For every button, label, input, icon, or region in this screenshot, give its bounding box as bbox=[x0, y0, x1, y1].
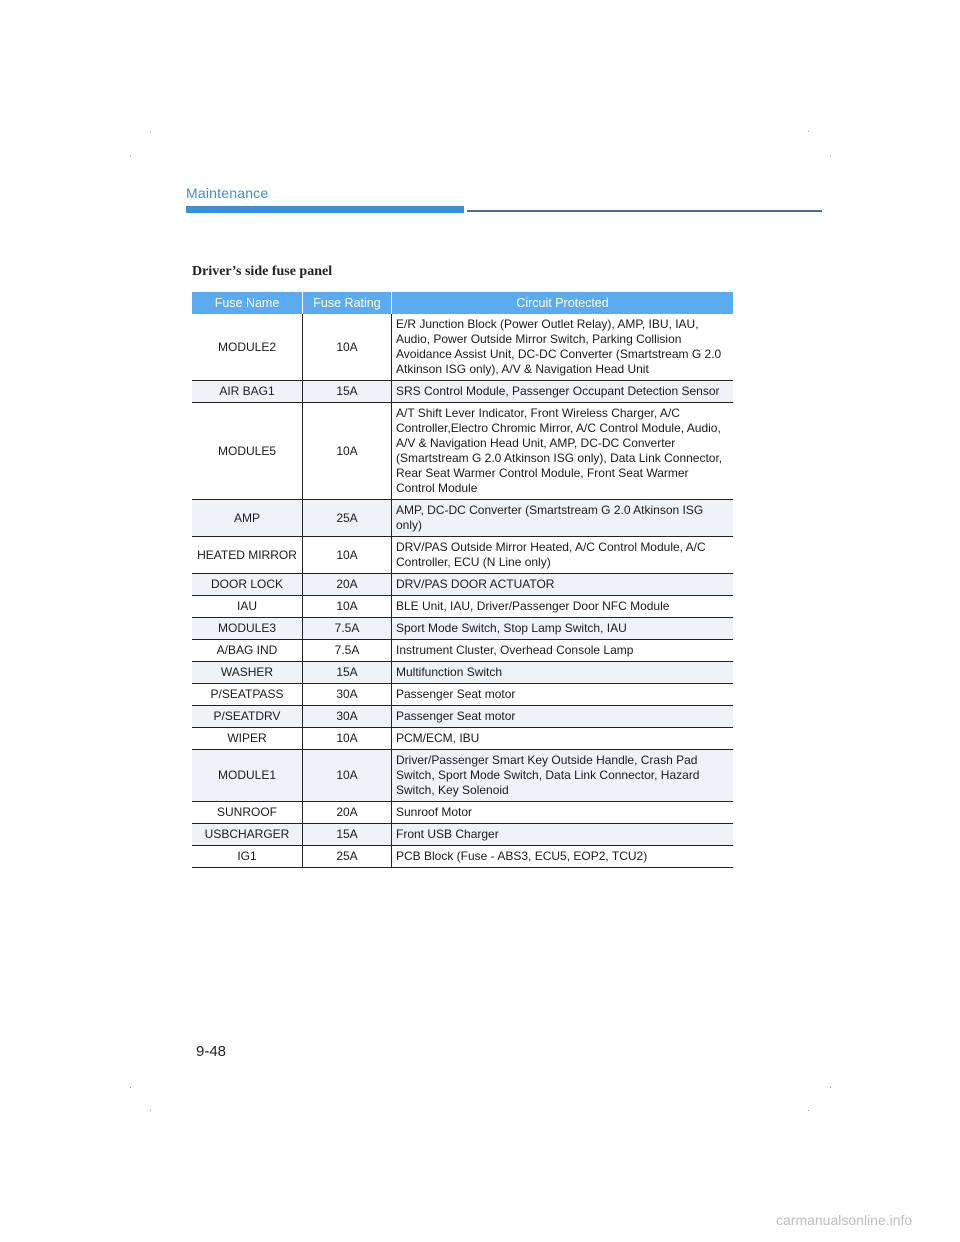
circuit-protected-cell: Instrument Cluster, Overhead Console Lamp bbox=[392, 640, 734, 662]
fuse-table-body bbox=[192, 314, 733, 868]
circuit-protected-cell: A/T Shift Lever Indicator, Front Wireless Charger, A/C Controller,Electro Chromic Mirror, A/C Control Module, Audio, A/V & Navigation Head Unit, AMP, DC-DC Converter (Smartstream G 2.0 Atkinson ISG only), Data Link Connector, Rear Seat Warmer Control Module, Front Seat Warmer Control Module bbox=[392, 403, 734, 500]
circuit-protected-cell: AMP, DC-DC Converter (Smartstream G 2.0 Atkinson ISG only) bbox=[392, 500, 734, 537]
fuse-rating-cell: 7.5A bbox=[303, 640, 392, 662]
fuse-name-cell: DOOR LOCK bbox=[192, 574, 303, 596]
fuse-rating-cell: 30A bbox=[303, 684, 392, 706]
corner-mark bbox=[150, 131, 151, 132]
table-row bbox=[192, 618, 733, 640]
fuse-name-cell: P/SEATDRV bbox=[192, 706, 303, 728]
table-row bbox=[192, 574, 733, 596]
fuse-rating-cell: 10A bbox=[303, 403, 392, 500]
corner-mark bbox=[830, 155, 831, 156]
circuit-protected-cell: Sport Mode Switch, Stop Lamp Switch, IAU bbox=[392, 618, 734, 640]
table-row bbox=[192, 403, 733, 500]
corner-mark bbox=[808, 131, 809, 132]
column-header-circuit-protected: Circuit Protected bbox=[392, 292, 734, 314]
fuse-name-cell: AMP bbox=[192, 500, 303, 537]
table-row bbox=[192, 596, 733, 618]
table-row bbox=[192, 802, 733, 824]
fuse-name-cell: A/BAG IND bbox=[192, 640, 303, 662]
circuit-protected-cell: Passenger Seat motor bbox=[392, 706, 734, 728]
fuse-name-cell: SUNROOF bbox=[192, 802, 303, 824]
fuse-name-cell: AIR BAG1 bbox=[192, 381, 303, 403]
circuit-protected-cell: PCB Block (Fuse - ABS3, ECU5, EOP2, TCU2) bbox=[392, 846, 734, 868]
fuse-rating-cell: 10A bbox=[303, 750, 392, 802]
fuse-name-cell: HEATED MIRROR bbox=[192, 537, 303, 574]
table-row bbox=[192, 537, 733, 574]
table-row bbox=[192, 684, 733, 706]
fuse-rating-cell: 20A bbox=[303, 802, 392, 824]
circuit-protected-cell: SRS Control Module, Passenger Occupant Detection Sensor bbox=[392, 381, 734, 403]
circuit-protected-cell: Multifunction Switch bbox=[392, 662, 734, 684]
fuse-rating-cell: 20A bbox=[303, 574, 392, 596]
table-row bbox=[192, 824, 733, 846]
fuse-name-cell: IG1 bbox=[192, 846, 303, 868]
table-row bbox=[192, 662, 733, 684]
table-row bbox=[192, 706, 733, 728]
column-header-fuse-name: Fuse Name bbox=[192, 292, 303, 314]
fuse-rating-cell: 10A bbox=[303, 537, 392, 574]
fuse-rating-cell: 15A bbox=[303, 824, 392, 846]
fuse-name-cell: MODULE5 bbox=[192, 403, 303, 500]
header-rule bbox=[467, 210, 822, 212]
circuit-protected-cell: Sunroof Motor bbox=[392, 802, 734, 824]
circuit-protected-cell: BLE Unit, IAU, Driver/Passenger Door NFC Module bbox=[392, 596, 734, 618]
fuse-rating-cell: 30A bbox=[303, 706, 392, 728]
circuit-protected-cell: PCM/ECM, IBU bbox=[392, 728, 734, 750]
fuse-rating-cell: 15A bbox=[303, 662, 392, 684]
section-label: Maintenance bbox=[186, 185, 269, 201]
fuse-name-cell: P/SEATPASS bbox=[192, 684, 303, 706]
corner-mark bbox=[130, 1087, 131, 1088]
fuse-name-cell: MODULE3 bbox=[192, 618, 303, 640]
table-row bbox=[192, 381, 733, 403]
header-accent-bar bbox=[186, 206, 464, 213]
fuse-rating-cell: 25A bbox=[303, 500, 392, 537]
fuse-rating-cell: 7.5A bbox=[303, 618, 392, 640]
table-row bbox=[192, 750, 733, 802]
fuse-rating-cell: 10A bbox=[303, 596, 392, 618]
watermark: carmanualsonline.info bbox=[776, 1212, 913, 1228]
page-number: 9-48 bbox=[196, 1043, 227, 1060]
table-row bbox=[192, 640, 733, 662]
fuse-name-cell: MODULE1 bbox=[192, 750, 303, 802]
table-row bbox=[192, 314, 733, 381]
corner-mark bbox=[808, 1110, 809, 1111]
table-row bbox=[192, 846, 733, 868]
fuse-name-cell: USBCHARGER bbox=[192, 824, 303, 846]
fuse-rating-cell: 10A bbox=[303, 728, 392, 750]
corner-mark bbox=[830, 1087, 831, 1088]
fuse-table bbox=[192, 292, 733, 868]
circuit-protected-cell: DRV/PAS DOOR ACTUATOR bbox=[392, 574, 734, 596]
table-row bbox=[192, 728, 733, 750]
table-row bbox=[192, 500, 733, 537]
fuse-rating-cell: 25A bbox=[303, 846, 392, 868]
circuit-protected-cell: DRV/PAS Outside Mirror Heated, A/C Control Module, A/C Controller, ECU (N Line only) bbox=[392, 537, 734, 574]
circuit-protected-cell: Passenger Seat motor bbox=[392, 684, 734, 706]
fuse-name-cell: IAU bbox=[192, 596, 303, 618]
circuit-protected-cell: E/R Junction Block (Power Outlet Relay), AMP, IBU, IAU, Audio, Power Outside Mirror Switch, Parking Collision Avoidance Assist Unit, DC-DC Converter (Smartstream G 2.0 Atkinson ISG only), A/V & Navigation Head Unit bbox=[392, 314, 734, 381]
page-subtitle: Driver’s side fuse panel bbox=[192, 264, 333, 279]
corner-mark bbox=[150, 1110, 151, 1111]
fuse-rating-cell: 10A bbox=[303, 314, 392, 381]
corner-mark bbox=[130, 155, 131, 156]
fuse-rating-cell: 15A bbox=[303, 381, 392, 403]
fuse-name-cell: MODULE2 bbox=[192, 314, 303, 381]
fuse-name-cell: WASHER bbox=[192, 662, 303, 684]
circuit-protected-cell: Front USB Charger bbox=[392, 824, 734, 846]
circuit-protected-cell: Driver/Passenger Smart Key Outside Handle, Crash Pad Switch, Sport Mode Switch, Data Link Connector, Hazard Switch, Key Solenoid bbox=[392, 750, 734, 802]
fuse-name-cell: WIPER bbox=[192, 728, 303, 750]
table-header-row bbox=[192, 292, 733, 314]
column-header-fuse-rating: Fuse Rating bbox=[303, 292, 392, 314]
